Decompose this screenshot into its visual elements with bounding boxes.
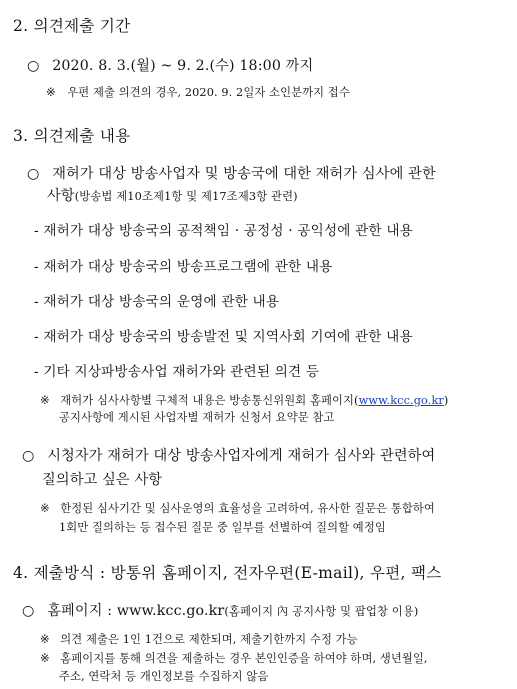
period-text: 2020. 8. 3.(월) ~ 9. 2.(수) 18:00 까지 (52, 58, 314, 74)
item1-line2 (47, 185, 298, 205)
circle-bullet: ○ (22, 603, 35, 619)
identity-note-text: 홈페이지를 통해 의견을 제출하는 경우 본인인증을 하여야 하며, 생년월일, (60, 652, 428, 665)
submission-limit-text: 의견 제출은 1인 1건으로 제한되며, 제출기한까지 수정 가능 (60, 633, 358, 646)
review-note-line2: 공지사항에 게시된 사업자별 재허가 신청서 요약문 참고 (59, 411, 335, 424)
identity-note-line2: 주소, 연락처 등 개인정보를 수집하지 않음 (59, 670, 269, 683)
review-note-close-paren: ) (443, 394, 449, 407)
identity-note-line1 (40, 650, 428, 666)
postal-note (46, 84, 350, 100)
subitem-programming: - 재허가 대상 방송국의 방송프로그램에 관한 내용 (34, 259, 333, 275)
item1-line1 (27, 163, 436, 183)
homepage-item (22, 600, 419, 620)
subitem-public-responsibility: - 재허가 대상 방송국의 공적책임 · 공정성 · 공익성에 관한 내용 (34, 223, 414, 239)
item2-text: 시청자가 재허가 대상 방송사업자에게 재허가 심사와 관련하여 (47, 448, 436, 464)
kcc-homepage-link[interactable]: www.kcc.go.kr (358, 394, 444, 407)
review-note-text: 재허가 심사사항별 구체적 내용은 방송통신위원회 홈페이지( (60, 394, 359, 407)
circle-bullet: ○ (22, 448, 35, 464)
reference-mark: ※ (40, 394, 50, 407)
section-3-heading: 3. 의견제출 내용 (13, 127, 131, 145)
postal-note-text: 우편 제출 의견의 경우, 2020. 9. 2일자 소인분까지 접수 (67, 86, 350, 99)
subitem-other: - 기타 지상파방송사업 재허가와 관련된 의견 등 (34, 364, 320, 380)
item1-subject: 사항 (47, 188, 75, 204)
reference-mark: ※ (40, 502, 50, 515)
question-note-line1 (40, 500, 435, 516)
section-4-heading: 4. 제출방식 : 방통위 홈페이지, 전자우편(E-mail), 우편, 팩스 (13, 564, 442, 582)
question-note-line2: 1회만 질의하는 등 접수된 질문 중 일부를 선별하여 질의할 예정임 (59, 521, 386, 534)
section-2-heading: 2. 의견제출 기간 (13, 17, 131, 35)
question-note-text: 한정된 심사기간 및 심사운영의 효율성을 고려하여, 유사한 질문은 통합하여 (60, 502, 435, 515)
reference-mark: ※ (40, 652, 50, 665)
reference-mark: ※ (40, 633, 50, 646)
item2-line2: 질의하고 싶은 사항 (42, 472, 163, 488)
submission-limit-note (40, 631, 358, 647)
circle-bullet: ○ (27, 166, 40, 182)
item1-text: 재허가 대상 방송사업자 및 방송국에 대한 재허가 심사에 관한 (52, 166, 436, 182)
homepage-detail: (홈페이지 內 공지사항 및 팝업창 이용) (224, 605, 419, 618)
subitem-operation: - 재허가 대상 방송국의 운영에 관한 내용 (34, 294, 280, 310)
period-item (27, 55, 313, 75)
item1-legal-basis: (방송법 제10조제1항 및 제17조제3항 관련) (74, 190, 298, 203)
reference-mark: ※ (46, 86, 56, 99)
subitem-broadcasting-development: - 재허가 대상 방송국의 방송발전 및 지역사회 기여에 관한 내용 (34, 329, 413, 345)
item2-line1 (22, 445, 435, 465)
circle-bullet: ○ (27, 58, 40, 74)
homepage-label: 홈페이지 : www.kcc.go.kr (47, 603, 225, 619)
review-note-line1 (40, 392, 448, 408)
